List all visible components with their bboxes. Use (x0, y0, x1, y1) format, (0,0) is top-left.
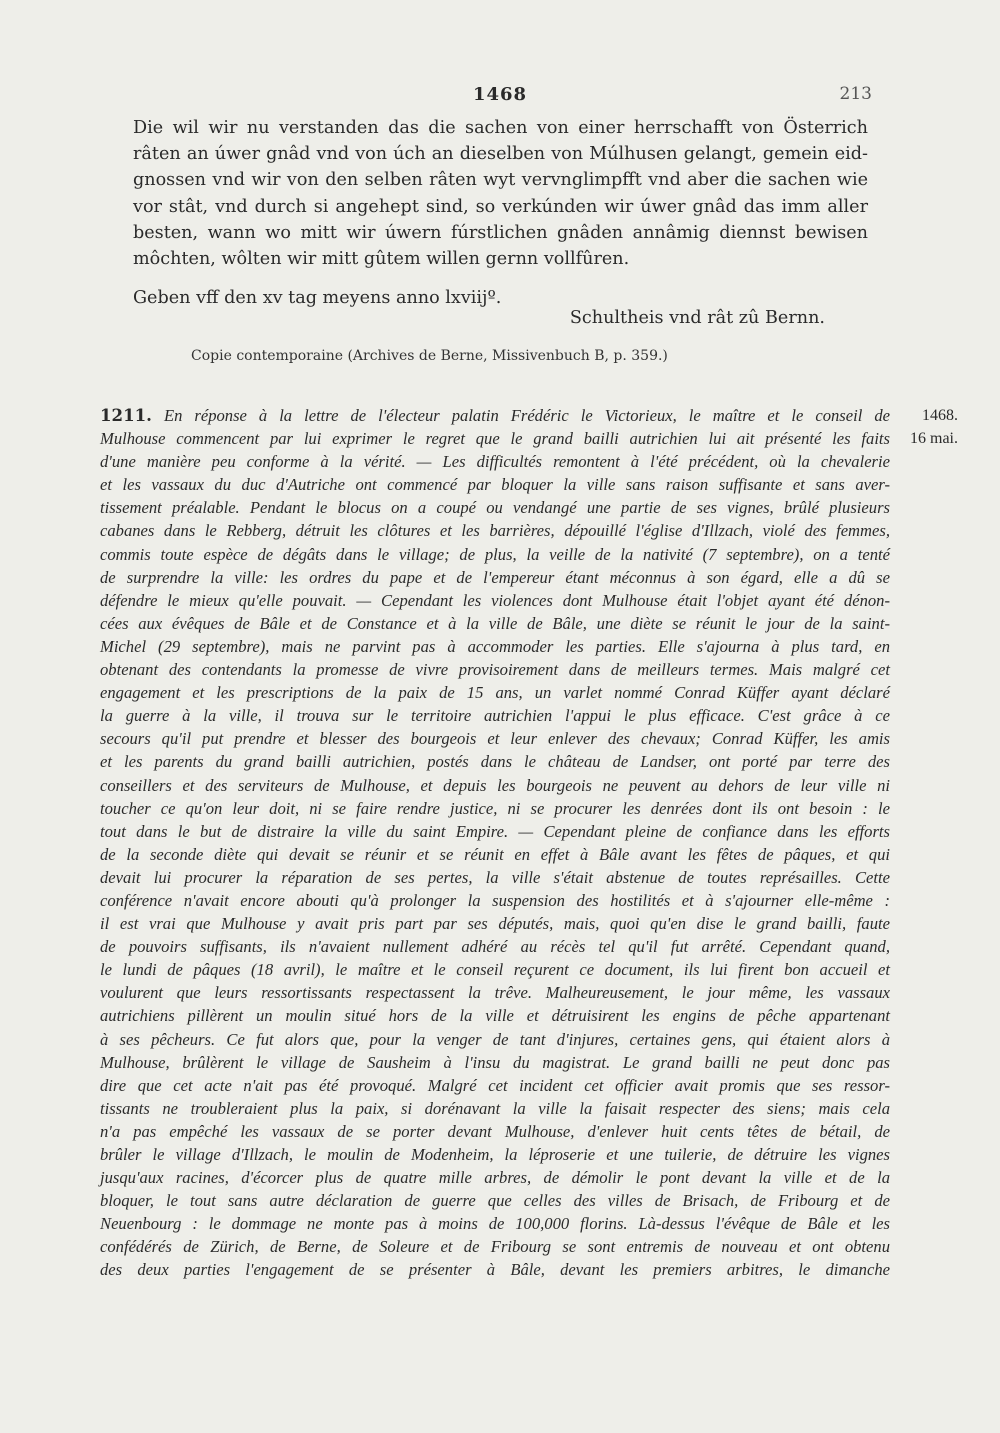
letter-signature: Schultheis vnd rât zû Bernn. (569, 308, 825, 328)
summary-line: autrichiens pillèrent un moulin situé hors de la ville et détruisirent les engins de pêche appartenant (100, 1006, 890, 1026)
summary-line: obtenant des contendants la promesse de vivre provisoirement dans de meilleurs termes. Mais malgré cet (100, 660, 890, 680)
summary-line: à ses pêcheurs. Ce fut alors que, pour la venger de tant d'injures, certaines gens, qui étaient alors à (100, 1029, 890, 1049)
summary-line: de pouvoirs suffisants, ils n'avaient nullement adhéré au récès tel qu'il fut arrêté. Cependant quand, (100, 937, 890, 957)
letter-line: Die wil wir nu verstanden das die sachen von einer herrschafft von Österrich (133, 118, 868, 138)
letter-line: besten, wann wo mitt wir úwern fúrstlichen gnâden annâmig diennst bewisen (133, 222, 868, 243)
summary-line: le lundi de pâques (18 avril), le maître et le conseil reçurent ce document, ils lui firent bon accueil et (100, 960, 890, 980)
entry-number: 1211. (100, 405, 152, 425)
summary-line: devait lui procurer la réparation de ses pertes, la ville s'était abstenue de toutes représailles. Cette (100, 867, 890, 887)
source-note: Copie contemporaine (Archives de Berne, Missivenbuch B, p. 359.) (191, 348, 668, 364)
summary-line: de la seconde diète qui devait se réunir et se réunit en effet à Bâle avant les fêtes de pâques, et qui (100, 844, 890, 864)
summary-line: Michel (29 septembre), mais ne parvint pas à accommoder les parties. Elle s'ajourna à plus tard, en (100, 636, 890, 656)
summary-line: il est vrai que Mulhouse y avait pris part par ses députés, mais, quoi qu'en dise le grand bailli, faute (100, 914, 890, 934)
entry-summary (100, 404, 890, 1282)
letter-line: môchten, wôlten wir mitt gûtem willen gernn vollfûren. (133, 249, 630, 270)
summary-line: commis toute espèce de dégâts dans le village; de plus, la veille de la nativité (7 septembre), on a tenté (100, 544, 890, 564)
summary-line: cées aux évêques de Bâle et de Constance et à la ville de Bâle, une diète se réunit le jour de la saint- (100, 613, 890, 633)
summary-line: la guerre à la ville, il trouva sur le territoire autrichien l'appui le plus efficace. C'est grâce à ce (100, 706, 890, 726)
summary-line: d'une manière peu conforme à la vérité. — Les difficultés remontent à l'été précédent, où la chevalerie (100, 452, 890, 472)
letter-line: râten an úwer gnâd vnd von úch an dieselben von Múlhusen gelangt, gemein eid- (133, 144, 868, 165)
summary-line: brûler le village d'Illzach, le moulin de Modenheim, la léproserie et une tuilerie, de détruire les vignes (100, 1145, 890, 1164)
summary-line: Mulhouse commencent par lui exprimer le regret que le grand bailli autrichien lui ait présenté les faits (100, 429, 890, 449)
letter-line: gnossen vnd wir von den selben râten wyt vervnglimpfft vnd aber die sachen wie (133, 170, 868, 191)
summary-line: de surprendre la ville: les ordres du pape et de l'empereur étant méconnus à son égard, elle a dû se (100, 567, 890, 587)
margin-date (898, 404, 958, 450)
summary-line: toucher ce qu'on leur doit, ni se faire rendre justice, ni se procurer les denrées dont ils ont besoin : le (100, 798, 890, 818)
summary-line: engagement et les prescriptions de la paix de 15 ans, un varlet nommé Conrad Küffer ayant déclaré (100, 683, 890, 703)
summary-line: secours qu'il put prendre et blesser des bourgeois et leur enlever des chevaux; Conrad Küffer, les amis (100, 729, 890, 749)
letter-body (133, 115, 868, 272)
summary-line: et les parents du grand bailli autrichien, postés dans le château de Landser, ont porté par terre des (100, 752, 890, 772)
summary-line: voulurent que leurs ressortissants respectassent la trêve. Malheureusement, le jour même, les vassaux (100, 983, 890, 1003)
summary-line: tissants ne troubleraient plus la paix, si dorénavant la ville la faisait respecter des siens; mais cela (100, 1098, 890, 1118)
summary-line: conférence n'avait encore abouti qu'à prolonger la suspension des hostilités et à s'ajourner elle-même : (100, 890, 890, 910)
summary-line: bloquer, le tout sans autre déclaration de guerre que celles des villes de Brisach, de Fribourg et de (100, 1191, 890, 1211)
summary-line (100, 404, 890, 427)
margin-day: 16 mai. (910, 430, 958, 448)
summary-line: confédérés de Zürich, de Berne, de Soleure et de Fribourg se sont entremis de nouveau et ont obtenu (100, 1237, 890, 1257)
summary-line: tissement préalable. Pendant le blocus on a coupé ou vendangé une partie de ses vignes, brûlé plusieurs (100, 498, 890, 518)
summary-line: et les vassaux du duc d'Autriche ont commencé par bloquer la ville sans raison suffisante et sans aver- (100, 475, 890, 495)
letter-date-line: Geben vff den xv tag meyens anno lxviijº. (133, 288, 502, 308)
letter-line: vor stât, vnd durch si angehept sind, so verkúnden wir úwer gnâd das imm aller (133, 196, 868, 217)
summary-line: dire que cet acte n'ait pas été provoqué. Malgré cet incident cet officier avait promis que ses ressor- (100, 1075, 890, 1095)
margin-year: 1468. (922, 407, 958, 424)
summary-line: défendre le mieux qu'elle pouvait. — Cependant les violences dont Mulhouse était l'objet ayant été dénon- (100, 590, 890, 610)
summary-line: des deux parties l'engagement de se présenter à Bâle, devant les premiers arbitres, le dimanche (100, 1260, 890, 1280)
summary-line: Neuenbourg : le dommage ne monte pas à moins de 100,000 florins. Là-dessus l'évêque de Bâle et les (100, 1214, 890, 1234)
summary-line: conseillers et des serviteurs de Mulhouse, et depuis les bourgeois ne peuvent au dehors de leur ville ni (100, 775, 890, 795)
summary-line: jusqu'aux racines, d'écorcer plus de quatre mille arbres, de démolir le pont devant la ville et de la (100, 1168, 890, 1188)
summary-line-text: En réponse à la lettre de l'électeur palatin Frédéric le Victorieux, le maître et le conseil de (163, 406, 890, 425)
summary-line: tout dans le but de distraire la ville du saint Empire. — Cependant pleine de confiance dans les efforts (100, 821, 890, 841)
summary-line: cabanes dans le Rebberg, détruit les clôtures et les barrières, dépouillé l'église d'Illzach, violé des femmes, (100, 521, 890, 541)
page-number: 213 (839, 84, 872, 104)
summary-line: n'a pas empêché les vassaux de se porter devant Mulhouse, d'enlever huit cents têtes de bétail, de (100, 1121, 890, 1141)
running-head-year: 1468 (472, 84, 528, 105)
summary-line: Mulhouse, brûlèrent le village de Sausheim à l'insu du magistrat. Le grand bailli ne peut donc pas (100, 1052, 890, 1072)
